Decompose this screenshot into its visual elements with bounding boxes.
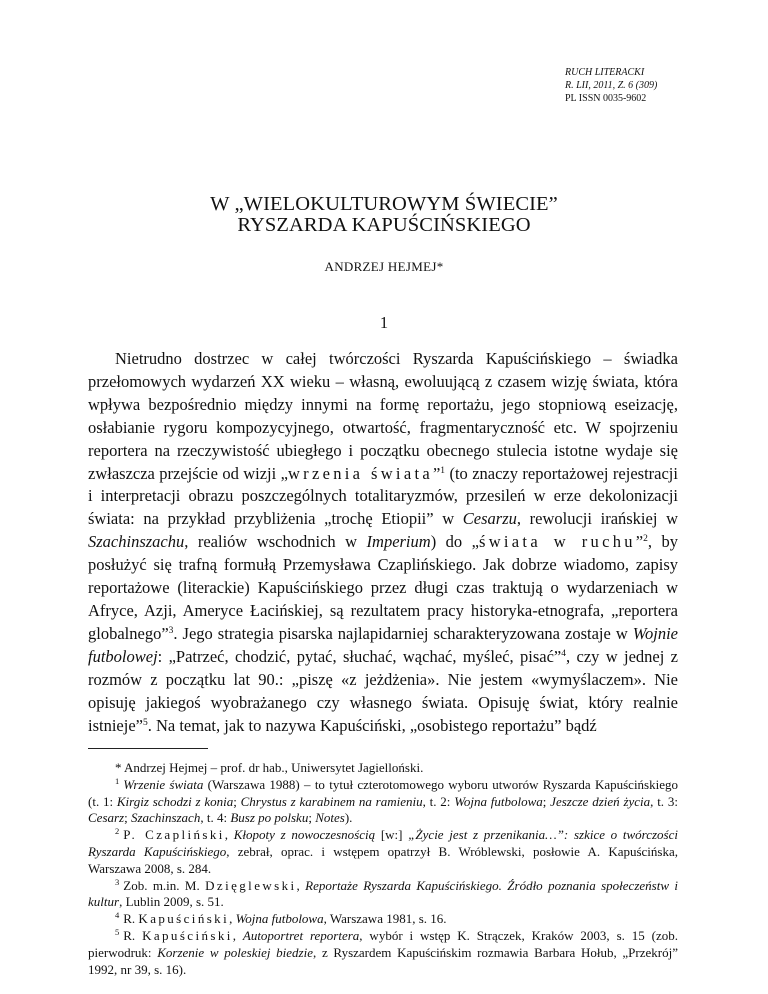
italic-title: Cesarzu xyxy=(462,509,517,529)
text: ). xyxy=(344,810,353,826)
title-line-2: RYSZARDA KAPUŚCIŃSKIEGO xyxy=(237,214,531,236)
italic-title: Kirgiz schodzi z konia xyxy=(116,793,234,809)
text: , xyxy=(296,877,306,893)
footnote-3 xyxy=(88,878,678,912)
footnote-4 xyxy=(88,911,678,928)
text: . Na temat, jak to nazywa Kapuściński, „osobistego reportażu” bądź xyxy=(147,715,597,735)
text: Zob. m.in. M. xyxy=(123,877,206,893)
text: ; xyxy=(233,793,241,809)
italic-title: Notes xyxy=(315,810,345,826)
text: , rewolucji irańskiej w xyxy=(516,509,678,529)
section-number: 1 xyxy=(379,313,389,332)
italic-title: Chrystus z karabinem na ramieniu xyxy=(240,793,423,809)
text: R. xyxy=(123,927,143,943)
text: , zebrał, oprac. i wstępem opatrzył B. Wróblewski, posłowie A. Kapuścińska, Warszawa 2008, s. 284. xyxy=(88,843,679,876)
text: (Warszawa 1988) – to tytuł czterotomowego wyboru utworów Ryszarda Kapuścińskiego (t. 1: xyxy=(88,776,678,809)
paragraph xyxy=(88,348,678,737)
author-footnote-mark: * xyxy=(436,259,444,274)
footnote-number: 5 xyxy=(115,926,120,937)
footnote-number: 3 xyxy=(115,876,120,887)
text: , czy w jednej z rozmów z początku lat 90.: „piszę «z jeżdżenia». Nie jestem «wymyślaczem». Nie opisuję jakiegoś wyobrażanego czy własnego świata. Opisuję świat, który realnie istnieje” xyxy=(88,646,678,735)
footnote-number: 2 xyxy=(115,826,120,837)
footnote-2 xyxy=(88,827,678,877)
text: , z Ryszardem Kapuścińskim rozmawia Barbara Hołub, „Przekrój” 1992, nr 39, s. 16). xyxy=(88,944,678,977)
footnote-5 xyxy=(88,928,678,978)
italic-title: Szachinszachu xyxy=(88,532,185,552)
text: Nietrudno dostrzec w całej twórczości Ryszarda Kapuścińskiego – świadka przełomowych wydarzeń XX wieku – własną, ewoluującą z czasem wizję świata, która wpływa bezpośrednio między innymi na formę reportażu, jego stopniową eseizację, osłabianie rygoru kompozycyjnego, otwartość, fragmentaryczność etc. W spojrzeniu reportera na rzeczywistość ubiegłego i początku obecnego stulecia istotne wydaje się zwłaszcza przejście od wizji „ xyxy=(88,349,678,483)
article-body xyxy=(88,348,678,737)
italic-title: Wojnie futbolowej xyxy=(88,623,678,666)
italic-title: Kłopoty z nowoczesnością xyxy=(233,827,376,843)
italic-title: Cesarz xyxy=(88,810,125,826)
text: , t. 3: xyxy=(650,793,678,809)
text: [w:] xyxy=(375,827,409,843)
footnotes xyxy=(88,760,678,978)
footnote-mark: * xyxy=(115,760,122,775)
footnote-number: 1 xyxy=(115,775,120,786)
italic-title: Imperium xyxy=(366,532,431,552)
text: ; xyxy=(124,810,131,826)
journal-volume: R. LII, 2011, Z. 6 (309) xyxy=(565,80,658,91)
text: R. xyxy=(123,911,139,927)
text: ” xyxy=(635,532,644,552)
footnote-ref[interactable]: 4 xyxy=(561,648,567,659)
journal-info xyxy=(565,66,657,105)
text: , xyxy=(229,911,236,927)
text: , realiów wschodnich w xyxy=(184,532,367,552)
spaced-text: Kapuściński xyxy=(142,927,233,943)
text: , by posłużyć się trafną formułą Przemysława Czaplińskiego. Jak dobrze wiadomo, zapisy reportażowe (literackie) Kapuścińskiego przez długi czas traktują o wydarzeniach w Afryce, Azji, Ameryce Łacińskiej, są rezultatem pracy historyka-etnografa, „reportera globalnego” xyxy=(88,532,678,643)
text: , t. 2: xyxy=(422,793,455,809)
italic-title: Busz po polsku xyxy=(230,810,309,826)
footnote-1 xyxy=(88,777,678,827)
italic-title: Autoportret reportera xyxy=(242,927,360,943)
journal-issn: PL ISSN 0035-9602 xyxy=(565,93,647,104)
footnote-ref[interactable]: 2 xyxy=(643,534,648,545)
text: , Warszawa 1981, s. 16. xyxy=(323,911,447,927)
italic-title: Wojna futbolowa xyxy=(235,911,324,927)
spaced-text: świata w ruchu xyxy=(478,532,636,552)
title-line-1: W „WIELOKULTUROWYM ŚWIECIE” xyxy=(210,193,558,215)
text: ” xyxy=(432,463,441,483)
text: , wybór i wstęp K. Strączek, Kraków 2003, s. 15 (zob. pierwodruk: xyxy=(88,927,678,960)
text: , xyxy=(232,927,243,943)
spaced-text: wrzenia świata xyxy=(287,463,433,483)
italic-title: Wojna futbolowa xyxy=(454,793,543,809)
spaced-text: P. Czapliński xyxy=(123,827,225,843)
italic-title: „Życie jest z przenikania…”: szkice o twórczości Ryszarda Kapuścińskiego xyxy=(88,827,678,859)
text: ) do „ xyxy=(430,532,479,552)
footnote-ref[interactable]: 5 xyxy=(142,717,148,728)
italic-title: Korzenie w poleskiej biedzie xyxy=(157,944,313,960)
footnote-author xyxy=(88,760,678,777)
footnote-divider xyxy=(88,748,208,749)
journal-name: RUCH LITERACKI xyxy=(565,67,645,78)
italic-title: Wrzenie świata xyxy=(123,776,204,792)
author-name xyxy=(0,259,768,275)
italic-title: Szachinszach xyxy=(131,810,201,826)
text: , Lublin 2009, s. 51. xyxy=(119,894,224,910)
text: Andrzej Hejmej – prof. dr hab., Uniwersytet Jagielloński. xyxy=(121,760,424,775)
text: ; xyxy=(542,793,551,809)
article-title xyxy=(0,194,768,236)
italic-title: Reportaże Ryszarda Kapuścińskiego. Źródło poznania społeczeństw i kultur xyxy=(88,877,678,910)
footnote-ref[interactable]: 3 xyxy=(168,625,174,636)
spaced-text: Kapuściński xyxy=(138,911,230,927)
footnote-ref[interactable]: 1 xyxy=(440,465,446,476)
text: ; xyxy=(308,810,316,826)
footnote-number: 4 xyxy=(115,910,120,921)
text: : „Patrzeć, chodzić, pytać, słuchać, wąchać, myśleć, pisać” xyxy=(157,646,562,666)
text: , xyxy=(224,827,234,843)
author-text: ANDRZEJ HEJMEJ xyxy=(324,259,437,274)
spaced-text: Dzięglewski xyxy=(205,877,297,893)
text: (to znaczy reportażowej rejestracji i interpretacji obrazu poszczególnych totalitaryzmów, przesileń w erze dekolonizacji świata: na przykład przybliżenia „trochę Etiopii” w xyxy=(88,463,678,529)
text: . Jego strategia pisarska najlapidarniej scharakteryzowana zostaje w xyxy=(173,623,633,643)
text: , t. 4: xyxy=(200,810,231,826)
italic-title: Jeszcze dzień życia xyxy=(550,793,651,809)
